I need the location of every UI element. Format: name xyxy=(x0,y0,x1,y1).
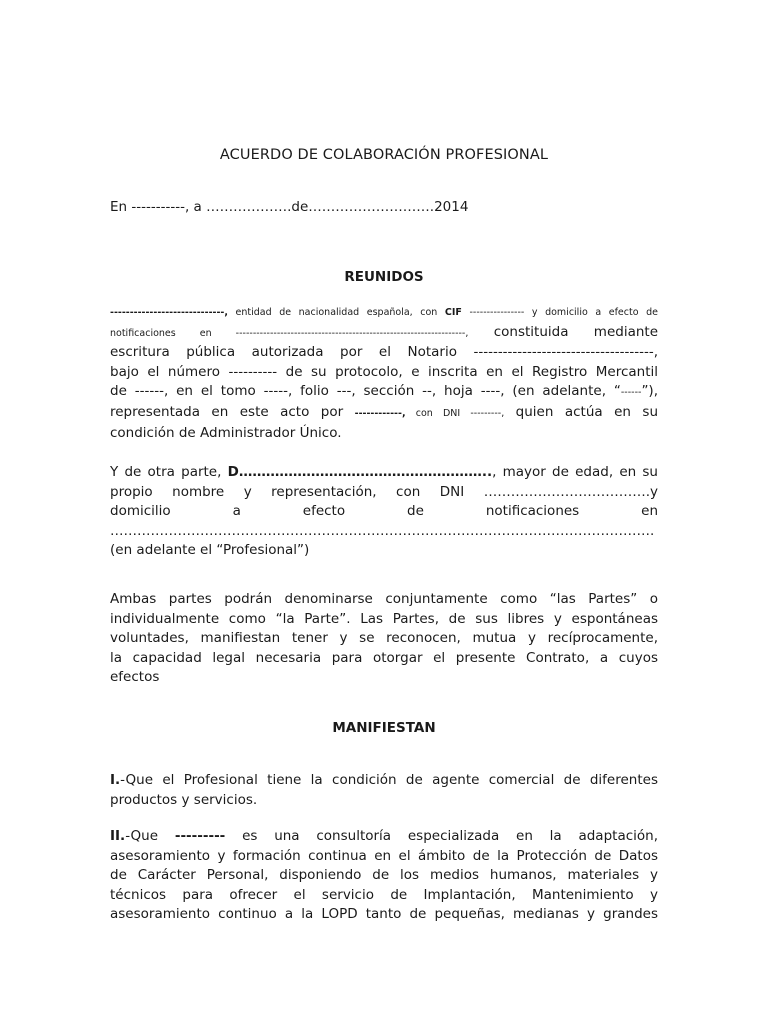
text-segment: de ------, en el tomo -----, folio ---, sección --, hoja ----, (en adelante, “ xyxy=(110,383,621,400)
text-segment: ---------------- y domicilio a efecto de xyxy=(461,307,658,318)
clause-number: II. xyxy=(110,828,126,844)
paragraph-line xyxy=(110,771,658,791)
paragraph-line: (en adelante el “Profesional”) xyxy=(110,542,310,559)
paragraph-line: propio nombre y representación, con DNI ……………………………….y xyxy=(110,483,658,500)
manifiestan-heading: MANIFIESTAN xyxy=(332,720,436,736)
paragraph-line xyxy=(110,463,658,483)
date-line: En -----------, a ……………….de……………………….2014 xyxy=(110,199,469,215)
paragraph-line: bajo el número ---------- de su protocolo, e inscrita en el Registro Mercantil xyxy=(110,363,658,380)
paragraph-line xyxy=(110,382,658,403)
paragraph-line xyxy=(110,303,658,323)
placeholder-dashes: -----------------------------, xyxy=(110,307,228,318)
clause-ii xyxy=(110,827,658,925)
first-party-paragraph xyxy=(110,303,658,443)
text-segment: con DNI ---------, xyxy=(405,407,505,419)
cif-label: CIF xyxy=(444,307,462,318)
placeholder-dashes: ------------, xyxy=(354,407,406,419)
placeholder-dots: D……………………………………………….. xyxy=(227,464,493,480)
text-segment: representada en este acto por xyxy=(110,403,355,420)
paragraph-line: técnicos para ofrecer el servicio de Implantación, Mantenimiento y xyxy=(110,886,658,903)
text-segment: Y de otra parte, xyxy=(110,464,228,480)
paragraph-line: asesoramiento y formación continua en el ámbito de la Protección de Datos xyxy=(110,847,658,864)
text-segment: -Que el Profesional tiene la condición de agente comercial de diferentes xyxy=(120,772,658,788)
second-party-paragraph xyxy=(110,463,658,561)
paragraph-line: escritura pública autorizada por el Notario -------------------------------------, xyxy=(110,344,658,361)
text-segment: -Que xyxy=(125,828,175,844)
paragraph-line xyxy=(110,403,658,424)
paragraph-line: productos y servicios. xyxy=(110,791,258,808)
text-segment: notificaciones en -------------------------------------------------------------------, xyxy=(110,327,469,339)
paragraph-line: efectos xyxy=(110,669,160,686)
text-segment: constituida mediante xyxy=(468,323,658,340)
paragraph-line: condición de Administrador Único. xyxy=(110,424,342,441)
document-title: ACUERDO DE COLABORACIÓN PROFESIONAL xyxy=(219,147,549,163)
text-segment: es una consultoría especializada en la adaptación, xyxy=(225,828,658,844)
paragraph-line xyxy=(110,323,658,344)
parties-paragraph xyxy=(110,590,658,688)
paragraph-line: individualmente como “la Parte”. Las Partes, de sus libres y espontáneas xyxy=(110,610,658,627)
placeholder-dashes: --------- xyxy=(174,828,226,844)
text-segment: , mayor de edad, en su xyxy=(492,464,658,480)
text-segment: quien actúa en su xyxy=(504,403,659,420)
paragraph-line: domicilio a efecto de notificaciones en xyxy=(110,503,658,520)
paragraph-line: voluntades, manifiestan tener y se reconocen, mutua y recíprocamente, xyxy=(110,630,658,647)
paragraph-line: Ambas partes podrán denominarse conjuntamente como “las Partes” o xyxy=(110,591,658,607)
clause-number: I. xyxy=(110,772,121,788)
reunidos-heading: REUNIDOS xyxy=(344,269,424,285)
paragraph-line: …………………………………………………………………………………………………………. xyxy=(110,522,655,539)
text-segment: ”), xyxy=(641,383,658,400)
paragraph-line: asesoramiento continuo a la LOPD tanto de pequeñas, medianas y grandes xyxy=(110,906,658,923)
clause-i xyxy=(110,771,658,810)
text-segment: entidad de nacionalidad española, con xyxy=(227,307,445,318)
placeholder-dashes: ------ xyxy=(620,387,642,399)
paragraph-line: la capacidad legal necesaria para otorgar el presente Contrato, a cuyos xyxy=(110,649,658,666)
paragraph-line: de Carácter Personal, disponiendo de los medios humanos, materiales y xyxy=(110,867,658,884)
paragraph-line xyxy=(110,827,658,847)
